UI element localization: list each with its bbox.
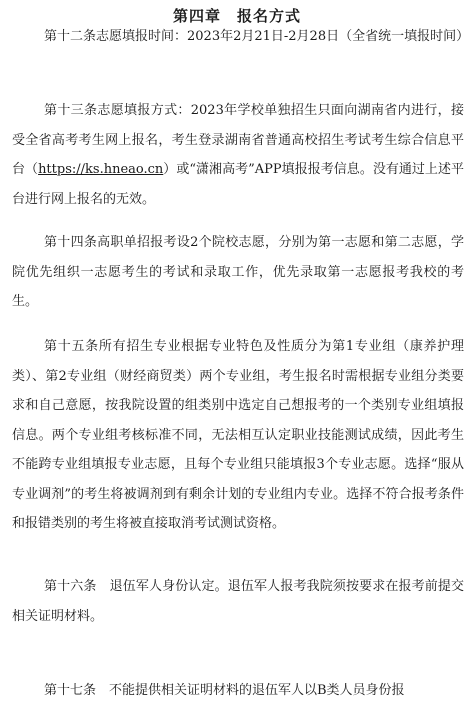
article-17: 第十七条 不能提供相关证明材料的退伍军人以B类人员身份报 [44, 683, 405, 698]
article-13 [12, 96, 464, 214]
article-16: 第十六条 退伍军人身份认定。退伍军人报考我院须按要求在报考前提交相关证明材料。 [12, 579, 464, 624]
article-13-text-after: ）或“潇湘高考”APP填报报考信息。没有通过上述平台进行网上报名的无效。 [12, 162, 464, 207]
article-15: 第十五条所有招生专业根据专业特色及性质分为第1专业组（康养护理类）、第2专业组（财经商贸类）两个专业组，考生报名时需根据专业组分类要求和自己意愿，按我院设置的组类别中选定自己想报考的一个类别专业组填报信息。两个专业组考核标准不同，无法相互认定职业技能测试成绩，因此考生不能跨专业组填报专业志愿，且每个专业组只能填报3个专业志愿。选择“服从专业调剂”的考生将被调剂到有剩余计划的专业组内专业。选择不符合报考条件和报错类别的考生将被直接取消考试测试资格。 [12, 339, 464, 531]
article-12: 第十二条志愿填报时间：2023年2月21日-2月28日（全省统一填报时间） [44, 29, 470, 44]
article-13-text-before: 第十三条志愿填报方式：2023年学校单独招生只面向湖南省内进行，接受全省高考考生网上报名，考生登录湖南省普通高校招生考试考生综合信息平台（ [12, 103, 464, 177]
chapter-title: 第四章 报名方式 [172, 7, 301, 25]
platform-link[interactable]: https://ks.hneao.cn [38, 162, 164, 177]
article-14: 第十四条高职单招报考设2个院校志愿，分别为第一志愿和第二志愿，学院优先组织一志愿考生的考试和录取工作，优先录取第一志愿报考我校的考生。 [12, 235, 464, 309]
